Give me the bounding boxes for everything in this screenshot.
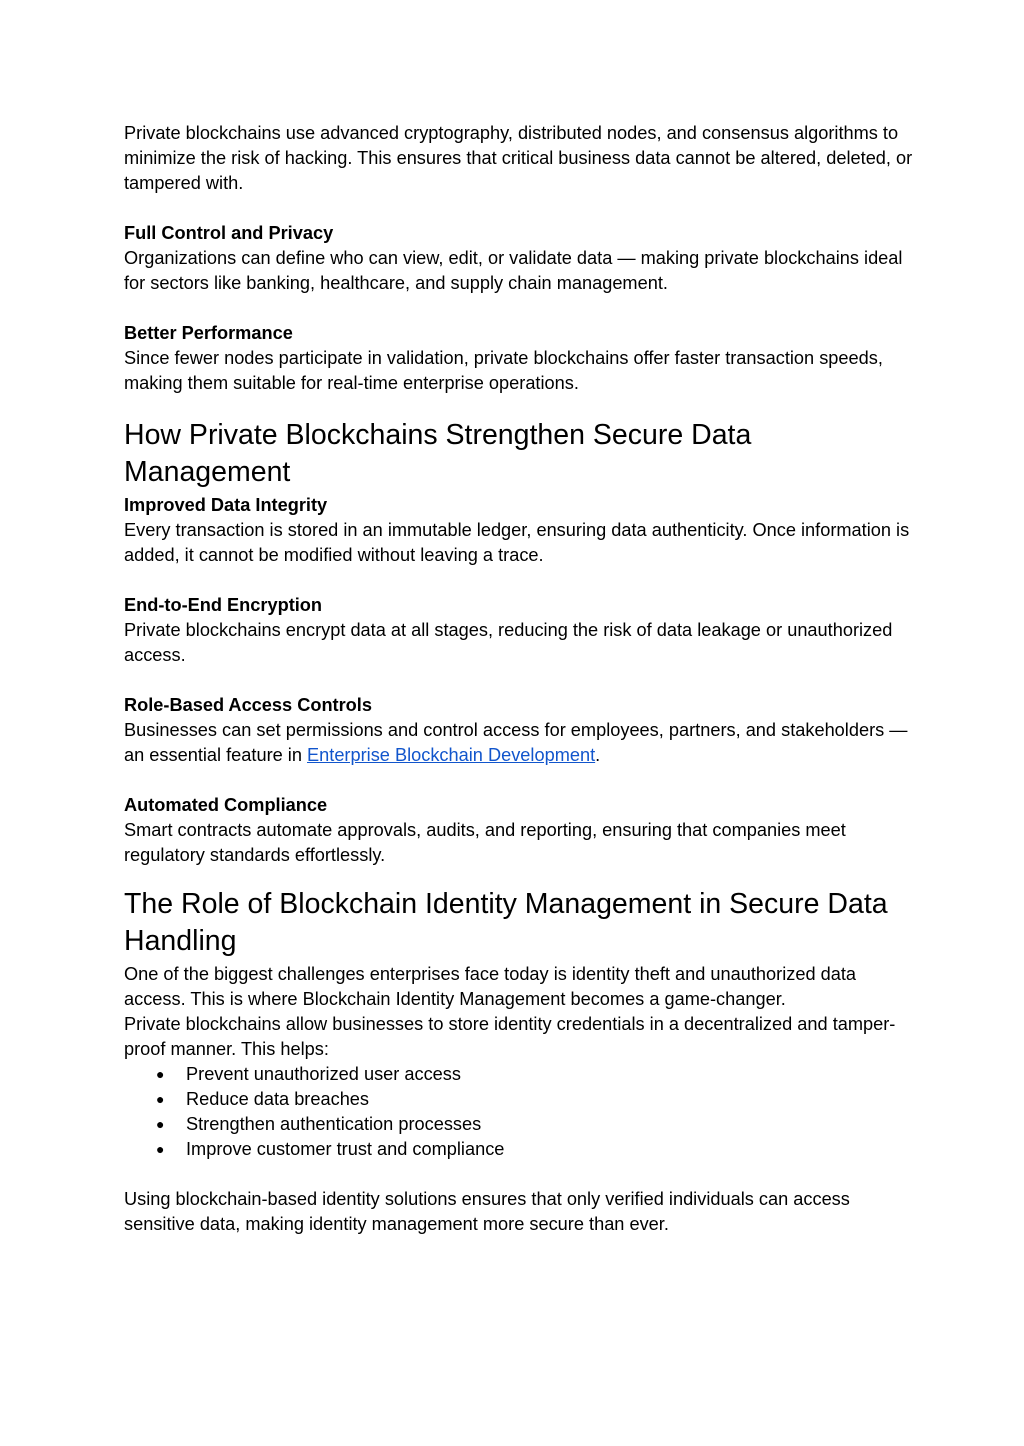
bullet-icon: ● xyxy=(156,1091,165,1107)
identity-paragraph-1: One of the biggest challenges enterprises face today is identity theft and unauthorized data access. This is where Blockchain Identity Management becomes a game-changer. xyxy=(124,964,857,1009)
bullet-icon: ● xyxy=(156,1141,165,1157)
benefit-text: Since fewer nodes participate in validation, private blockchains offer faster transaction speeds, making them suitable for real-time enterprise operations. xyxy=(124,348,883,393)
item-access-controls xyxy=(124,693,914,768)
list-item xyxy=(124,1137,914,1162)
bullet-icon: ● xyxy=(156,1066,165,1082)
item-text xyxy=(124,718,914,768)
identity-benefits-list xyxy=(124,1062,914,1162)
benefit-text: Organizations can define who can view, edit, or validate data — making private blockchains ideal for sectors like banking, healthcare, and supply chain management. xyxy=(124,248,903,293)
bullet-icon: ● xyxy=(156,1116,165,1132)
list-item xyxy=(124,1112,914,1137)
list-item xyxy=(124,1062,914,1087)
benefit-title: Better Performance xyxy=(124,323,293,343)
item-text: Private blockchains encrypt data at all stages, reducing the risk of data leakage or unauthorized access. xyxy=(124,620,893,665)
item-text-before: Businesses can set permissions and control access for employees, partners, and stakeholders — an essential feature in xyxy=(124,720,908,765)
intro-paragraph: Private blockchains use advanced cryptography, distributed nodes, and consensus algorithms to minimize the risk of hacking. This ensures that critical business data cannot be altered, deleted, or tampered with. xyxy=(124,123,913,193)
list-item xyxy=(124,1087,914,1112)
enterprise-blockchain-link[interactable]: Enterprise Blockchain Development xyxy=(307,745,596,765)
section-heading-identity-management: The Role of Blockchain Identity Management in Secure Data Handling xyxy=(124,888,888,957)
list-item-text: Strengthen authentication processes xyxy=(186,1114,482,1134)
spacer xyxy=(124,768,914,793)
item-data-integrity xyxy=(124,493,914,568)
list-item-text: Reduce data breaches xyxy=(186,1089,370,1109)
item-automated-compliance xyxy=(124,793,914,868)
spacer xyxy=(124,668,914,693)
item-encryption xyxy=(124,593,914,668)
item-text-after: . xyxy=(595,745,601,765)
spacer xyxy=(124,196,914,221)
list-item-text: Improve customer trust and compliance xyxy=(186,1139,505,1159)
item-title: Automated Compliance xyxy=(124,795,328,815)
benefit-title: Full Control and Privacy xyxy=(124,223,334,243)
closing-paragraph: Using blockchain-based identity solutions ensures that only verified individuals can access sensitive data, making identity management more secure than ever. xyxy=(124,1189,850,1234)
spacer xyxy=(124,296,914,321)
spacer xyxy=(124,568,914,593)
item-title: Role-Based Access Controls xyxy=(124,695,372,715)
item-text: Smart contracts automate approvals, audits, and reporting, ensuring that companies meet regulatory standards effortlessly. xyxy=(124,820,846,865)
item-title: End-to-End Encryption xyxy=(124,595,323,615)
item-title: Improved Data Integrity xyxy=(124,495,328,515)
section-heading-secure-data: How Private Blockchains Strengthen Secure Data Management xyxy=(124,419,752,488)
document-page xyxy=(124,121,914,1237)
list-item-text: Prevent unauthorized user access xyxy=(186,1064,461,1084)
item-text: Every transaction is stored in an immutable ledger, ensuring data authenticity. Once information is added, it cannot be modified without leaving a trace. xyxy=(124,520,910,565)
benefit-full-control xyxy=(124,221,914,296)
spacer xyxy=(124,1162,914,1187)
benefit-better-performance xyxy=(124,321,914,396)
identity-paragraph-2: Private blockchains allow businesses to store identity credentials in a decentralized and tamper-proof manner. This helps: xyxy=(124,1014,896,1059)
